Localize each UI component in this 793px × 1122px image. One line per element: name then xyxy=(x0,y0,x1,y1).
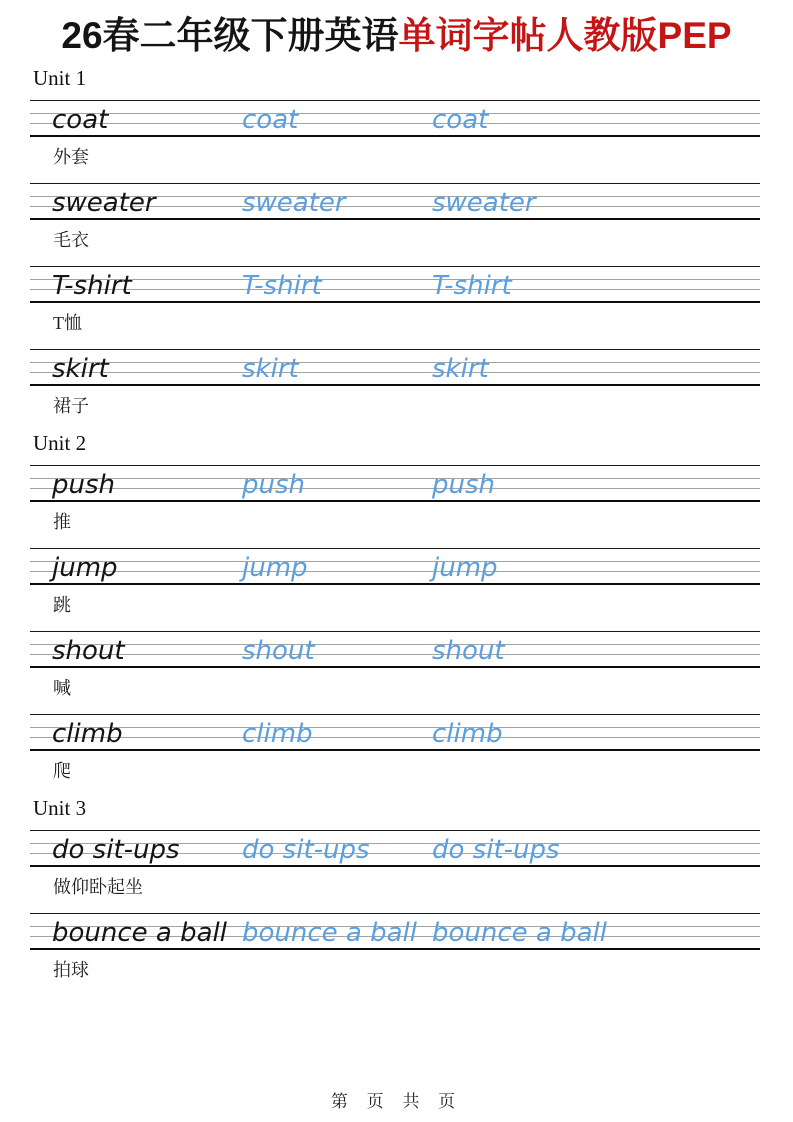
practice-word-trace: bounce a ball xyxy=(242,918,418,948)
unit-section xyxy=(30,66,760,423)
guide-line-lower xyxy=(30,123,760,124)
practice-entry xyxy=(30,349,760,423)
guide-line-lower xyxy=(30,488,760,489)
meaning-text: 爬 xyxy=(53,760,71,781)
practice-entry xyxy=(30,631,760,705)
practice-word-black: bounce a ball xyxy=(52,918,228,948)
guide-line-upper xyxy=(30,362,760,363)
practice-word-black: sweater xyxy=(52,188,156,218)
practice-word-trace: push xyxy=(242,470,306,500)
guide-line-upper xyxy=(30,113,760,114)
practice-entry xyxy=(30,548,760,622)
four-line-grid xyxy=(30,349,760,386)
practice-entry xyxy=(30,465,760,539)
practice-word-trace: coat xyxy=(432,105,489,135)
practice-word-black: jump xyxy=(52,553,118,583)
practice-word-black: T-shirt xyxy=(52,271,132,301)
page-footer xyxy=(0,1087,793,1112)
guide-line-upper xyxy=(30,644,760,645)
four-line-grid xyxy=(30,830,760,867)
practice-entry xyxy=(30,913,760,987)
worksheet-body xyxy=(30,66,760,987)
practice-word-black: do sit-ups xyxy=(52,835,180,865)
practice-word-trace: climb xyxy=(432,719,503,749)
practice-word-black: coat xyxy=(52,105,109,135)
four-line-grid xyxy=(30,631,760,668)
practice-entry xyxy=(30,266,760,340)
practice-word-trace: push xyxy=(432,470,496,500)
practice-word-black: skirt xyxy=(52,354,109,384)
guide-line-lower xyxy=(30,372,760,373)
four-line-grid xyxy=(30,714,760,751)
guide-line-lower xyxy=(30,737,760,738)
unit-label: Unit 2 xyxy=(33,431,87,455)
practice-word-trace: coat xyxy=(242,105,299,135)
guide-line-lower xyxy=(30,571,760,572)
practice-word-black: push xyxy=(52,470,116,500)
practice-word-trace: shout xyxy=(432,636,505,666)
practice-word-trace: sweater xyxy=(242,188,346,218)
guide-line-upper xyxy=(30,561,760,562)
practice-word-trace: bounce a ball xyxy=(432,918,608,948)
practice-word-trace: climb xyxy=(242,719,313,749)
practice-word-trace: sweater xyxy=(432,188,536,218)
four-line-grid xyxy=(30,465,760,502)
guide-line-lower xyxy=(30,654,760,655)
four-line-grid xyxy=(30,183,760,220)
practice-word-trace: shout xyxy=(242,636,315,666)
practice-word-trace: T-shirt xyxy=(432,271,512,301)
unit-section xyxy=(30,431,760,788)
unit-label: Unit 3 xyxy=(33,796,87,820)
practice-entry xyxy=(30,830,760,904)
page-number-text: 第 页 共 页 xyxy=(330,1092,463,1111)
unit-section xyxy=(30,796,760,987)
practice-entry xyxy=(30,714,760,788)
unit-label: Unit 1 xyxy=(33,66,87,90)
practice-word-black: climb xyxy=(52,719,123,749)
page-title-black: 26春二年级下册英语 xyxy=(61,15,399,56)
guide-line-upper xyxy=(30,727,760,728)
practice-entry xyxy=(30,100,760,174)
meaning-text: 做仰卧起坐 xyxy=(53,876,143,897)
meaning-text: 外套 xyxy=(53,146,89,167)
guide-line-upper xyxy=(30,478,760,479)
practice-entry xyxy=(30,183,760,257)
practice-word-black: shout xyxy=(52,636,125,666)
meaning-text: 推 xyxy=(53,511,71,532)
meaning-text: 拍球 xyxy=(53,959,89,980)
guide-line-upper xyxy=(30,279,760,280)
practice-word-trace: jump xyxy=(432,553,498,583)
four-line-grid xyxy=(30,100,760,137)
practice-word-trace: skirt xyxy=(242,354,299,384)
meaning-text: T恤 xyxy=(53,312,82,333)
practice-word-trace: skirt xyxy=(432,354,489,384)
page-title xyxy=(0,0,793,58)
meaning-text: 跳 xyxy=(53,594,71,615)
meaning-text: 毛衣 xyxy=(53,229,89,250)
four-line-grid xyxy=(30,548,760,585)
page-title-red: 单词字帖人教版PEP xyxy=(398,15,732,56)
practice-word-trace: T-shirt xyxy=(242,271,322,301)
guide-line-lower xyxy=(30,289,760,290)
four-line-grid xyxy=(30,913,760,950)
practice-word-trace: do sit-ups xyxy=(242,835,370,865)
meaning-text: 喊 xyxy=(53,677,71,698)
four-line-grid xyxy=(30,266,760,303)
meaning-text: 裙子 xyxy=(53,395,89,416)
practice-word-trace: do sit-ups xyxy=(432,835,560,865)
practice-word-trace: jump xyxy=(242,553,308,583)
